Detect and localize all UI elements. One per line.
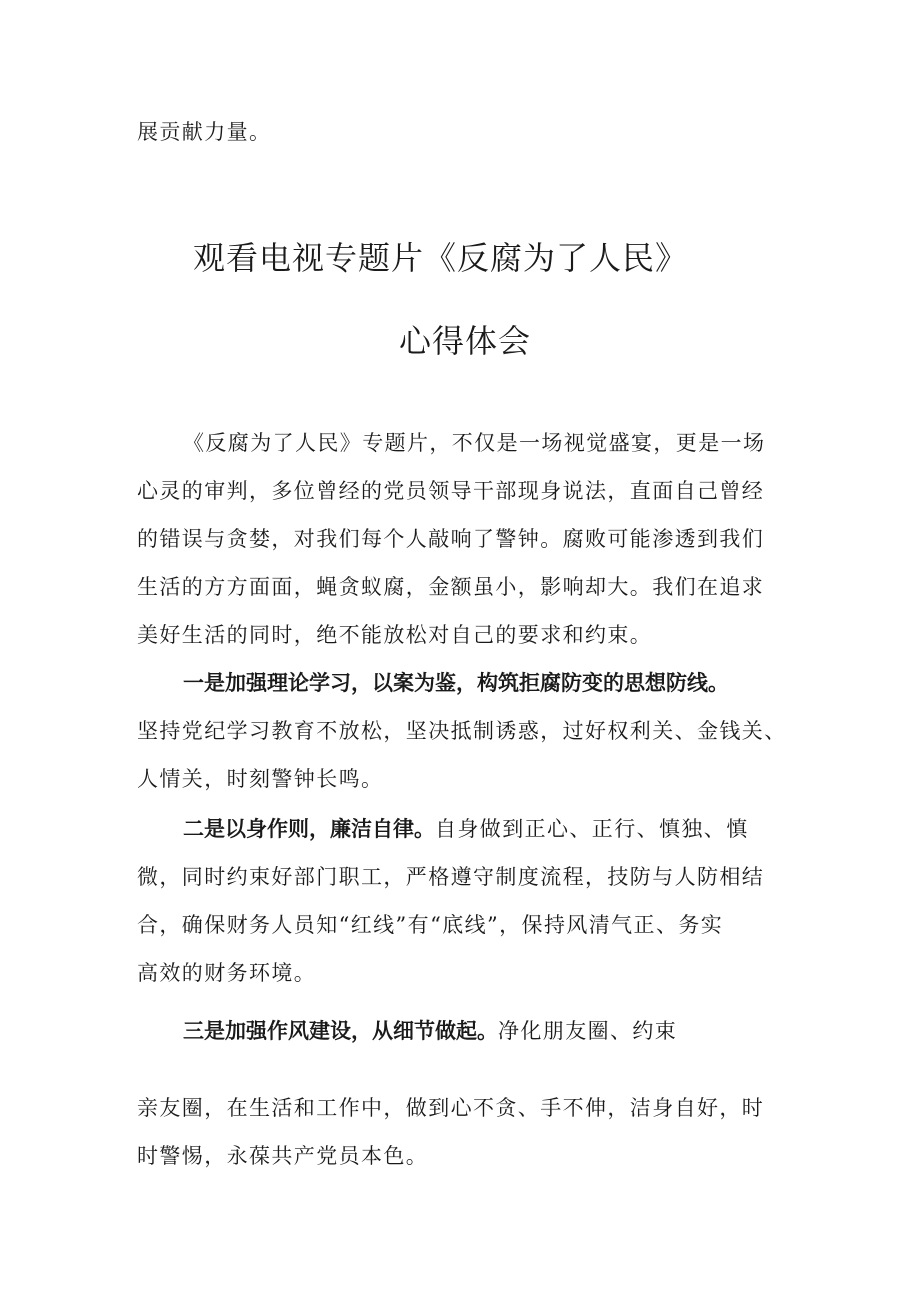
- document-title-line1: 观看电视专题片《反腐为了人民》: [193, 239, 689, 277]
- point3-first-rest: 净化朋友圈、约束: [498, 1019, 678, 1043]
- point2-line-1: 微，同时约束好部门职工，严格遵守制度流程，技防与人防相结: [137, 865, 765, 889]
- point3-heading: 三是加强作风建设，从细节做起。: [183, 1019, 498, 1043]
- point1-line-2: 人情关，时刻警钟长鸣。: [137, 767, 384, 791]
- point1-line-1: 坚持党纪学习教育不放松，坚决抵制诱惑，过好权利关、金钱关、: [137, 719, 787, 743]
- point3-first-line: [183, 1016, 843, 1046]
- intro-line-2: 心灵的审判，多位曾经的党员领导干部现身说法，直面自己曾经: [137, 479, 765, 503]
- intro-line-3: 的错误与贪婪，对我们每个人敲响了警钟。腐败可能渗透到我们: [137, 527, 765, 551]
- point1-heading: 一是加强理论学习，以案为鉴，构筑拒腐防变的思想防线。: [183, 671, 729, 695]
- point3-line-2: 时警惕，永葆共产党员本色。: [137, 1144, 429, 1168]
- intro-line-4: 生活的方方面面，蝇贪蚁腐，金额虽小，影响却大。我们在追求: [137, 575, 765, 599]
- point2-first-rest: 自身做到正心、正行、慎独、慎: [435, 817, 749, 841]
- point2-heading: 二是以身作则，廉洁自律。: [183, 817, 435, 841]
- intro-line-1: 《反腐为了人民》专题片，不仅是一场视觉盛宴，更是一场: [183, 431, 766, 455]
- point2-first-line: [183, 814, 843, 844]
- document-title-line2: 心得体会: [398, 322, 531, 360]
- point2-line-2: 合，确保财务人员知“红线”有“底线”，保持风清气正、务实: [137, 913, 724, 937]
- lead-line: 展贡献力量。: [137, 120, 272, 144]
- point3-line-1: 亲友圈，在生活和工作中，做到心不贪、手不伸，洁身自好，时: [137, 1096, 765, 1120]
- point2-line-3: 高效的财务环境。: [137, 961, 317, 985]
- intro-line-5: 美好生活的同时，绝不能放松对自己的要求和约束。: [137, 623, 653, 647]
